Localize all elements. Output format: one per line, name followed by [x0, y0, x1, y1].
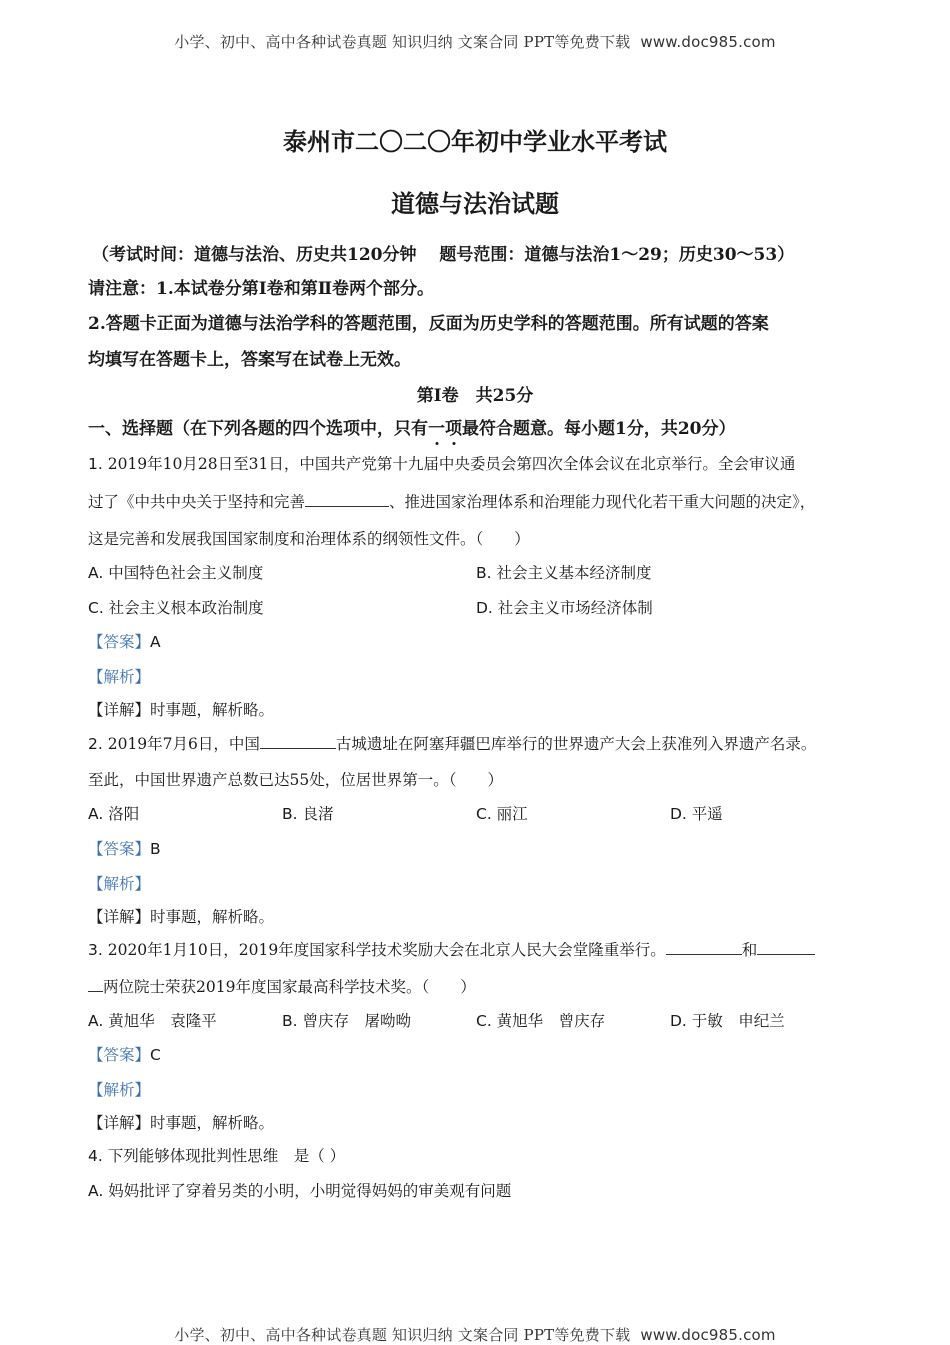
exam-info: （考试时间：道德与法治、历史共120分钟 题号范围：道德与法治1～29；历史30～53）: [92, 245, 795, 265]
question-3-answer: [88, 1043, 161, 1065]
question-2-option-b: [282, 802, 334, 824]
option-text: 平遥: [686, 805, 723, 823]
question-3-text-pre: 2020年1月10日，2019年度国家科学技术奖励大会在北京人民大会堂隆重举行。: [102, 941, 666, 959]
notice-1: 请注意：1.本试卷分第Ⅰ卷和第Ⅱ卷两个部分。: [88, 279, 435, 299]
question-1-text-post: 、推进国家治理体系和治理能力现代化若干重大问题的决定》，: [389, 493, 816, 511]
document-subtitle: 道德与法治试题: [391, 189, 559, 218]
question-4-option-a: [88, 1179, 511, 1201]
detail-label: 【详解】: [88, 908, 151, 926]
option-text: 良渚: [297, 805, 334, 823]
emphasis-char-1: 一: [428, 414, 445, 439]
question-2-analysis: 【解析】: [88, 875, 151, 893]
option-letter: D.: [670, 805, 687, 823]
banner-text: 小学、初中、高中各种试卷真题 知识归纳 文案合同 PPT等免费下载: [174, 33, 631, 51]
option-letter: C.: [476, 805, 492, 823]
question-1-line-1: [88, 452, 795, 474]
detail-label: 【详解】: [88, 701, 151, 719]
emphasis-char-2: 项: [445, 414, 462, 439]
detail-text: 时事题，解析略。: [150, 908, 275, 926]
question-1-detail: [88, 698, 274, 720]
question-2-text-post: 古城遗址在阿塞拜疆巴库举行的世界遗产大会上获准列入界遗产名录。: [335, 735, 817, 753]
answer-label: 【答案】: [88, 840, 151, 858]
option-letter: B.: [282, 1012, 298, 1030]
question-1-text: 2019年10月28日至31日，中国共产党第十九届中央委员会第四次全体会议在北京举行。全会审议通: [102, 455, 796, 473]
section-heading-pre: 一、选择题（在下列各题的四个选项中，只有: [88, 419, 428, 439]
option-text: 社会主义基本经济制度: [491, 564, 652, 582]
option-text: 社会主义市场经济体制: [492, 599, 653, 617]
question-3-option-d: [670, 1009, 785, 1031]
question-2-option-c: [476, 802, 528, 824]
question-3-line-1: [88, 938, 815, 960]
question-2-number: 2.: [88, 735, 103, 753]
question-2-detail: [88, 905, 274, 927]
question-3-option-c: [476, 1009, 605, 1031]
question-3-text-mid: 和: [741, 941, 758, 959]
question-2-blank: [260, 734, 336, 749]
answer-value: B: [150, 840, 161, 858]
question-1-option-b: [476, 561, 652, 583]
banner-url[interactable]: www.doc985.com: [640, 33, 776, 51]
question-3-blank-1: [666, 940, 742, 955]
question-2-answer: [88, 837, 161, 859]
question-3-line-2: [88, 975, 476, 997]
question-3-text-post: 两位院士荣获2019年度国家最高科学技术奖。（ ）: [103, 978, 476, 996]
question-3-detail: [88, 1111, 274, 1133]
notice-2-line-2: 均填写在答题卡上，答案写在试卷上无效。: [88, 350, 411, 370]
question-1-option-c: [88, 596, 264, 618]
question-4-text: 下列能够体现批判性思维 是（ ）: [102, 1147, 346, 1165]
question-2-text-pre: 2019年7月6日，中国: [102, 735, 260, 753]
option-text: 中国特色社会主义制度: [103, 564, 264, 582]
question-1-number: 1.: [88, 455, 103, 473]
option-letter: C.: [476, 1012, 492, 1030]
option-text: 曾庆存 屠呦呦: [297, 1012, 411, 1030]
question-2-option-a: [88, 802, 139, 824]
option-text: 社会主义根本政治制度: [103, 599, 264, 617]
notice-2-line-1: 2.答题卡正面为道德与法治学科的答题范围，反面为历史学科的答题范围。所有试题的答案: [88, 314, 769, 334]
question-3-blank-2b: [88, 977, 103, 992]
option-letter: A.: [88, 564, 104, 582]
answer-value: C: [150, 1046, 161, 1064]
option-text: 黄旭华 袁隆平: [103, 1012, 217, 1030]
detail-label: 【详解】: [88, 1114, 151, 1132]
answer-value: A: [150, 633, 161, 651]
banner-text: 小学、初中、高中各种试卷真题 知识归纳 文案合同 PPT等免费下载: [174, 1326, 631, 1344]
question-3-option-a: [88, 1009, 217, 1031]
question-2-line-2: 至此，中国世界遗产总数已达55处，位居世界第一。（ ）: [88, 771, 503, 789]
question-4-line-1: [88, 1144, 345, 1166]
detail-text: 时事题，解析略。: [150, 701, 275, 719]
question-3-number: 3.: [88, 941, 103, 959]
option-text: 于敏 申纪兰: [686, 1012, 785, 1030]
option-text: 黄旭华 曾庆存: [491, 1012, 606, 1030]
detail-text: 时事题，解析略。: [150, 1114, 275, 1132]
question-1-analysis: 【解析】: [88, 668, 151, 686]
question-2-option-d: [670, 802, 723, 824]
option-letter: D.: [670, 1012, 687, 1030]
section-heading: [88, 414, 736, 439]
option-letter: A.: [88, 1182, 104, 1200]
footer-banner: [0, 1324, 950, 1345]
question-1-answer: [88, 630, 161, 652]
question-4-number: 4.: [88, 1147, 103, 1165]
question-3-analysis: 【解析】: [88, 1081, 151, 1099]
option-letter: D.: [476, 599, 493, 617]
question-1-option-a: [88, 561, 263, 583]
answer-label: 【答案】: [88, 633, 151, 651]
question-3-option-b: [282, 1009, 411, 1031]
option-letter: A.: [88, 1012, 104, 1030]
option-letter: B.: [476, 564, 492, 582]
option-letter: C.: [88, 599, 104, 617]
option-text: 洛阳: [103, 805, 140, 823]
option-letter: B.: [282, 805, 298, 823]
option-letter: A.: [88, 805, 104, 823]
answer-label: 【答案】: [88, 1046, 151, 1064]
option-text: 妈妈批评了穿着另类的小明，小明觉得妈妈的审美观有问题: [103, 1182, 512, 1200]
question-1-line-2: [88, 490, 815, 512]
banner-url[interactable]: www.doc985.com: [640, 1326, 776, 1344]
question-2-line-1: [88, 732, 816, 754]
question-1-option-d: [476, 596, 653, 618]
question-1-text-pre: 过了《中共中央关于坚持和完善: [88, 493, 306, 511]
question-1-blank: [305, 492, 389, 507]
volume-heading: 第Ⅰ卷 共25分: [416, 386, 534, 406]
header-banner: [0, 31, 950, 52]
section-heading-post: 最符合题意。每小题1分，共20分）: [462, 419, 736, 439]
document-title: 泰州市二〇二〇年初中学业水平考试: [283, 127, 667, 156]
option-text: 丽江: [491, 805, 528, 823]
question-3-blank-2a: [757, 940, 815, 955]
question-1-line-3: 这是完善和发展我国国家制度和治理体系的纲领性文件。（ ）: [88, 530, 530, 548]
